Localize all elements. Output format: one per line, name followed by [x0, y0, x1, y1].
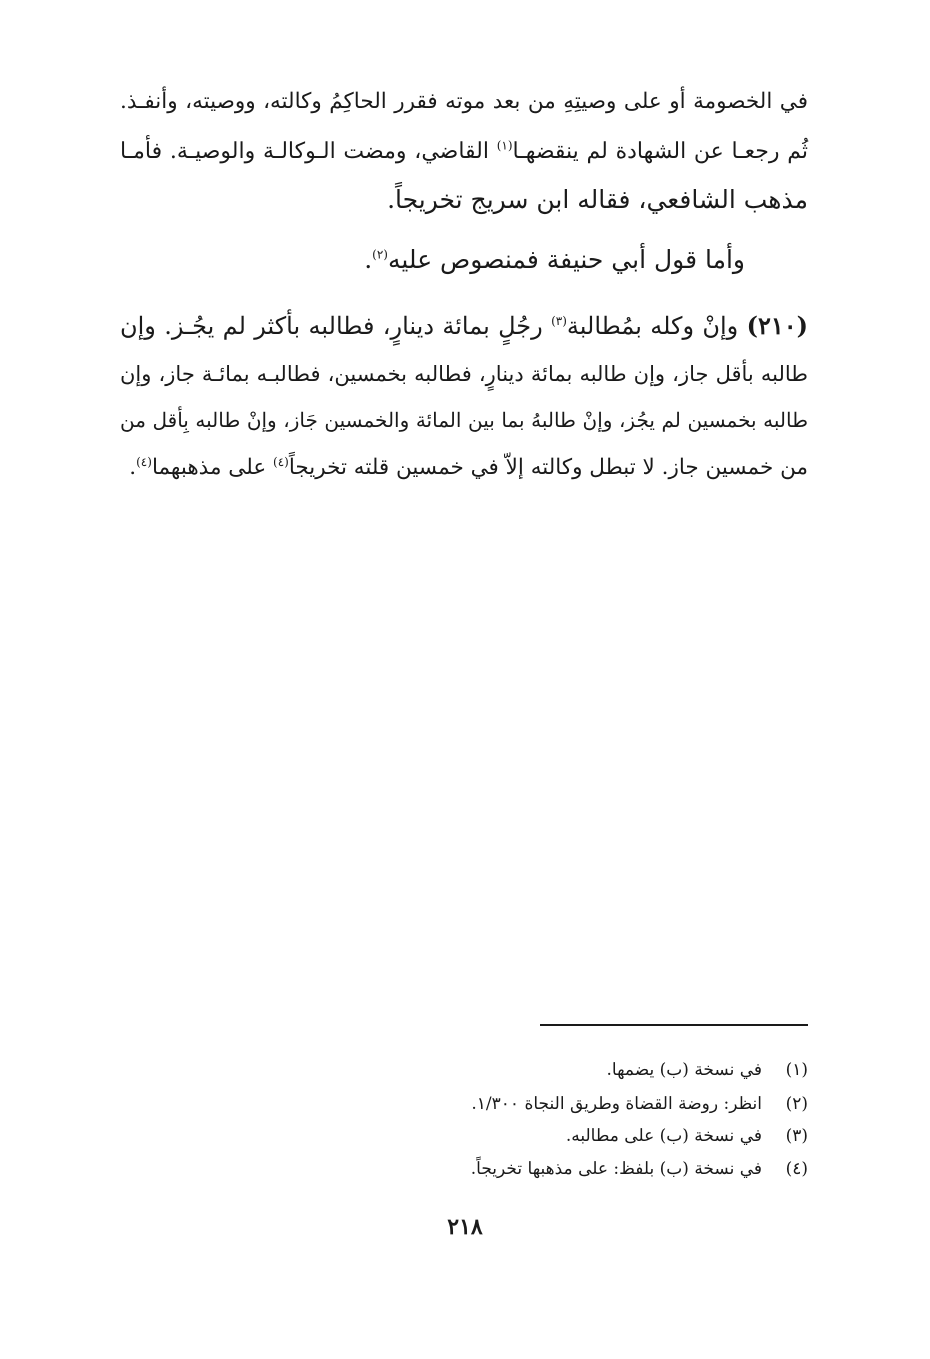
footnote-marker: (٣): [551, 314, 567, 328]
body-line: [120, 182, 808, 222]
body-line: [120, 450, 808, 490]
page-number: ٢١٨: [447, 1214, 483, 1240]
footnote-text: في نسخة (ب) بلفظ: على مذهبها تخريجاً.: [470, 1159, 762, 1179]
body-text: في الخصومة أو على وصيتِهِ من بعد موته فقرر الحاكِمُ وكالته، ووصيته، وأنفـذ.: [120, 89, 808, 114]
body-text: القاضي، ومضت الـوكالـة والوصيـة. فأمـا: [120, 139, 497, 164]
footnote-number: (٢): [785, 1094, 808, 1114]
body-line: [120, 308, 808, 348]
body-line: [120, 242, 745, 282]
footnote-marker: (١): [496, 138, 513, 153]
footnote-number: (٣): [785, 1126, 808, 1146]
footnote: [248, 1124, 808, 1150]
footnote-text: في نسخة (ب) على مطالبه.: [565, 1126, 762, 1146]
body-text: رجُلٍ بمائة دينارٍ، فطالبه بأكثر لم يجُـز. وإن: [120, 312, 552, 340]
body-text: طالبه بأقل جاز، وإن طالبه بمائة دينارٍ، فطالبه بخمسين، فطالبـه بمائـة جاز، وإن: [120, 362, 808, 386]
body-text: .: [364, 245, 373, 274]
body-text: من خمسين جاز. لا تبطل وكالته إلاّ في خمسين قلته تخريجاً: [288, 455, 808, 480]
footnote: [248, 1092, 808, 1118]
body-line: [120, 84, 808, 124]
body-text: .: [129, 455, 137, 480]
footnote-marker: (٤): [136, 454, 152, 469]
body-text: ثُم رجعـا عن الشهادة لم ينقضهـا: [512, 139, 808, 164]
footnote-marker: (٢): [372, 247, 388, 262]
body-text: مذهب الشافعي، فقاله ابن سريج تخريجاً.: [387, 185, 808, 214]
footnote-number: (١): [785, 1060, 808, 1080]
body-text: وإنْ وكله بمُطالبة: [566, 312, 747, 340]
footnote-separator: [540, 1024, 808, 1026]
body-text: وأما قول أبي حنيفة فمنصوص عليه: [387, 245, 745, 274]
paragraph-number: (٢١٠): [746, 311, 808, 340]
footnote: [248, 1058, 808, 1084]
body-text: على مذهبهما: [151, 455, 273, 480]
footnote-marker: (٤): [273, 454, 289, 469]
body-text: طالبه بخمسين لم يجُز، وإنْ طالبهُ بما بين المائة والخمسين جَاز، وإنْ طالبه بِأقل من: [120, 408, 808, 432]
footnote-text: في نسخة (ب) يضمها.: [606, 1060, 762, 1080]
body-line: [120, 402, 808, 442]
body-line: [120, 134, 808, 174]
footnote-number: (٤): [785, 1159, 808, 1179]
footnote: [248, 1157, 808, 1183]
body-line: [120, 356, 808, 396]
footnote-text: انظر: روضة القضاة وطريق النجاة ١/٣٠٠.: [471, 1094, 762, 1114]
